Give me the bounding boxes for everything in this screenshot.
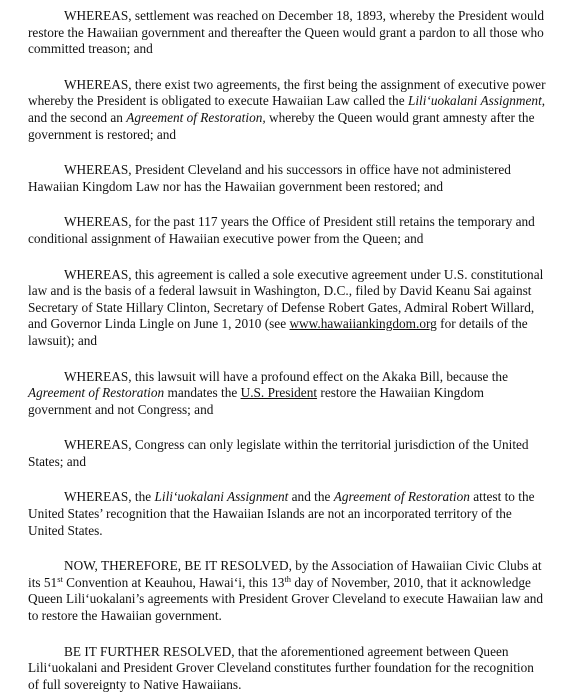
text-run: mandates the bbox=[164, 385, 241, 401]
link-hawaiiankingdom[interactable]: www.hawaiiankingdom.org bbox=[289, 316, 437, 332]
underlined-us-president: U.S. President bbox=[240, 385, 318, 401]
italic-lili-uokalani-assignment: Lili‘uokalani Assignment bbox=[154, 489, 289, 505]
text-run: restore the Hawaiian Kingdom government and not Congress; and bbox=[28, 385, 484, 417]
text-run: for details of the lawsuit); and bbox=[28, 316, 528, 348]
superscript-th: th bbox=[284, 573, 292, 584]
italic-lili-uokalani-assignment: Lili‘uokalani Assignment bbox=[407, 93, 542, 109]
text-run: WHEREAS, there exist two agreements, the first being the assignment of executive power whereby the President is obligated to execute Hawaiian Law called the bbox=[28, 76, 546, 109]
resolution-document bbox=[28, 8, 546, 693]
paragraph-117-years: WHEREAS, for the past 117 years the Office of President still retains the temporary and conditional assignment of Hawaiian executive power from the Queen; and bbox=[28, 214, 535, 246]
paragraph-federal-lawsuit bbox=[28, 267, 546, 350]
text-run: WHEREAS, this lawsuit will have a profound effect on the Akaka Bill, because the bbox=[64, 368, 508, 384]
text-run: WHEREAS, this agreement is called a sole executive agreement under U.S. constitutional law and is the basis of a federal lawsuit in Washington, D.C., filed by David Keanu Sai against Secretary of State Hillary Clinton, Secretary of Defense Robert Gates, Admiral Robert Willard, and Governor Linda Lingle on June 1, 2010 (see bbox=[28, 266, 544, 332]
paragraph-settlement: WHEREAS, settlement was reached on December 18, 1893, whereby the President would restore the Hawaiian government and thereafter the Queen would grant a pardon to all those who committed treason; and bbox=[28, 8, 545, 57]
text-run: day of November, 2010, that it acknowledge Queen Lili‘uokalani’s agreements with President Grover Cleveland to execute Hawaiian law and to restore the Hawaiian government. bbox=[28, 574, 544, 624]
italic-agreement-of-restoration: Agreement of Restoration bbox=[28, 385, 165, 401]
paragraph-now-therefore-resolved bbox=[28, 558, 546, 624]
text-run: whereby the Queen would grant amnesty after the government is restored; and bbox=[28, 109, 535, 142]
paragraph-not-administered: WHEREAS, President Cleveland and his successors in office have not administered Hawaiian Kingdom Law nor has the Hawaiian government been restored; and bbox=[28, 162, 511, 194]
italic-agreement-of-restoration: Agreement of Restoration, bbox=[126, 109, 266, 125]
text-run: NOW, THEREFORE, BE IT RESOLVED, by the Association of Hawaiian Civic Clubs at its 51 bbox=[28, 558, 542, 590]
paragraph-two-agreements bbox=[28, 77, 546, 143]
paragraph-akaka-bill bbox=[28, 369, 546, 419]
text-run: attest to the United States’ recognition that the Hawaiian Islands are not an incorporated territory of the United States. bbox=[28, 489, 535, 538]
italic-agreement-of-restoration: Agreement of Restoration bbox=[333, 489, 470, 505]
text-run: WHEREAS, the bbox=[64, 489, 155, 505]
paragraph-congress-jurisdiction: WHEREAS, Congress can only legislate within the territorial jurisdiction of the United States; and bbox=[28, 437, 529, 469]
text-run: , and the second an bbox=[28, 93, 546, 125]
text-run: Convention at Keauhou, Hawai‘i, this 13 bbox=[62, 574, 285, 590]
paragraph-further-resolved: BE IT FURTHER RESOLVED, that the aforementioned agreement between Queen Lili‘uokalani and President Grover Cleveland constitutes further foundation for the recognition of full sovereignty to Native Hawaiians. bbox=[28, 643, 534, 692]
paragraph-attest-recognition bbox=[28, 489, 546, 539]
superscript-st: st bbox=[57, 573, 63, 584]
text-run: and the bbox=[288, 489, 334, 505]
